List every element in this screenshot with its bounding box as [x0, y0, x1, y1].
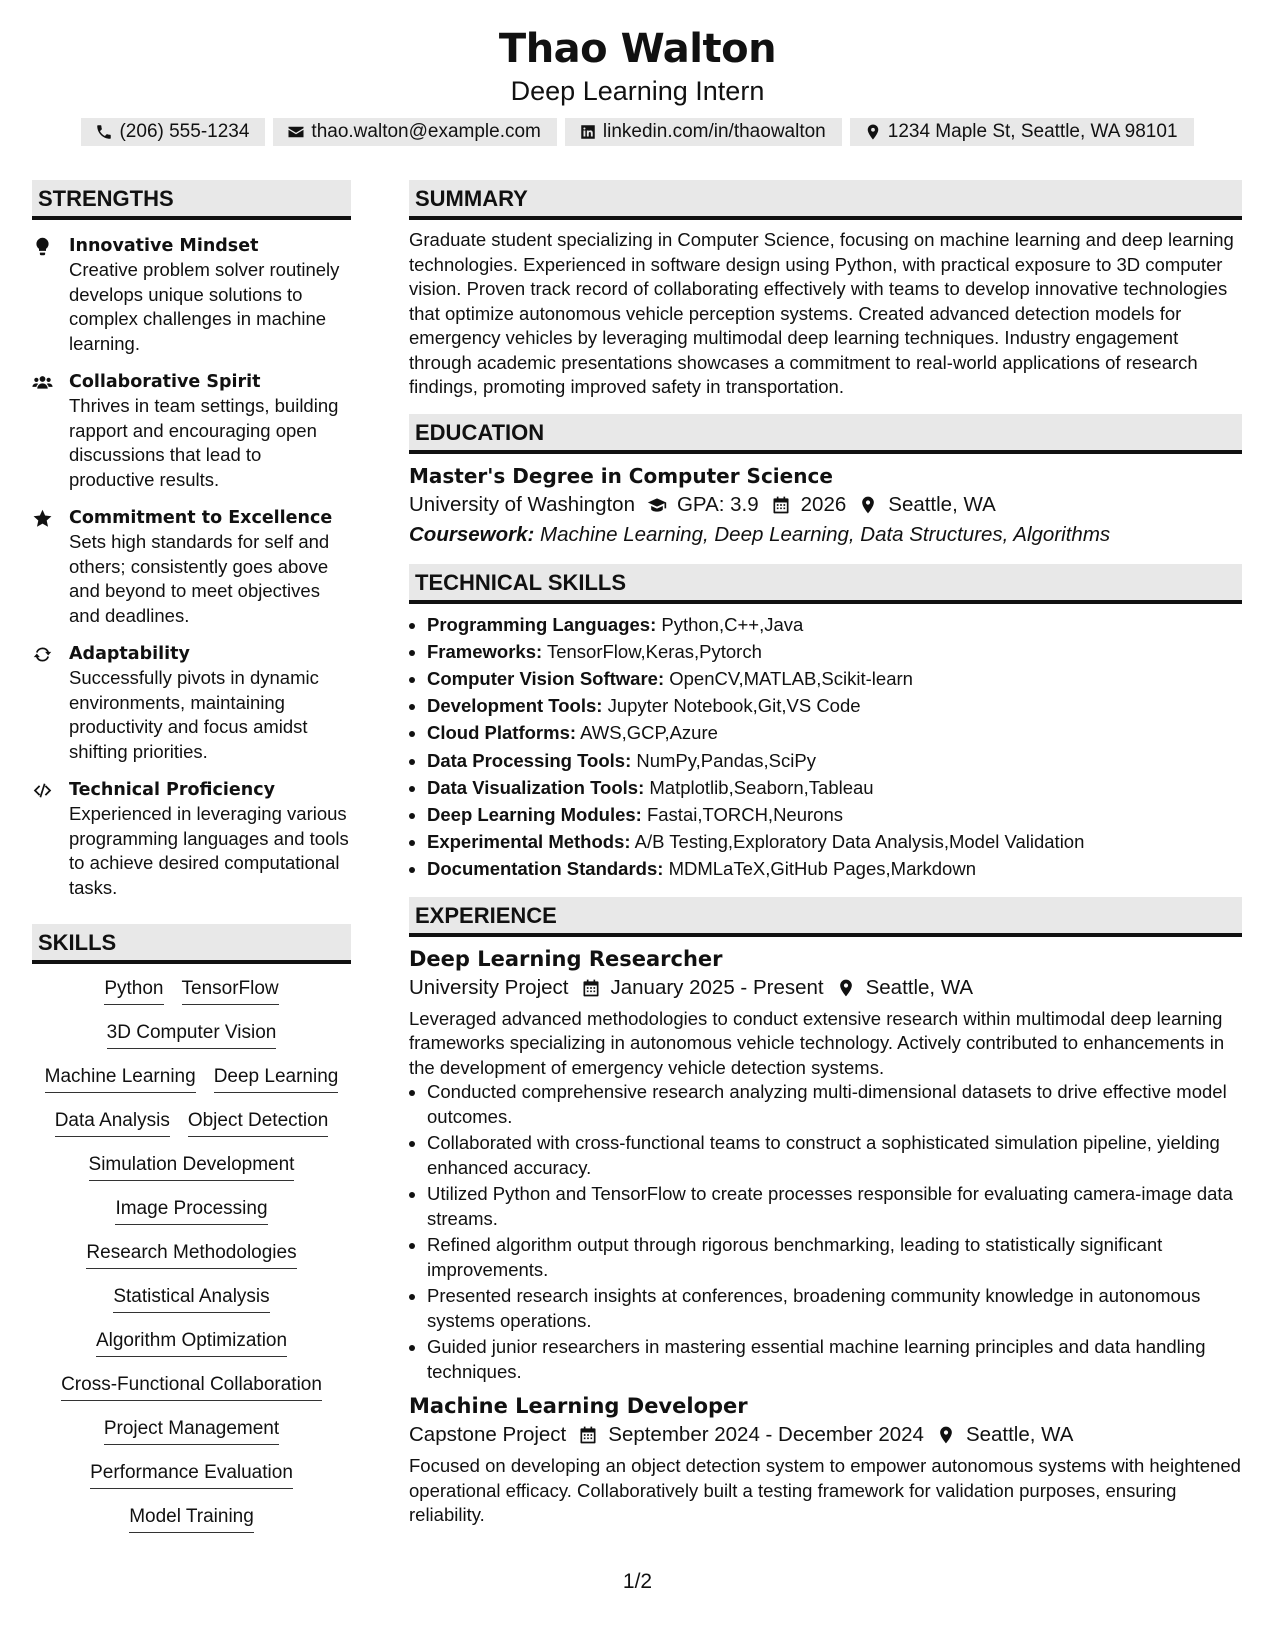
job-org: University Project: [409, 975, 569, 999]
strength-title: Adaptability: [69, 644, 190, 664]
list-item: • Conducted comprehensive research analyzing multi-dimensional datasets to drive effective model outcomes.: [427, 1080, 1242, 1129]
candidate-name: Thao Walton: [498, 26, 777, 72]
job-location: Seattle, WA: [965, 1423, 1074, 1447]
job-title: Machine Learning Developer: [409, 1394, 748, 1419]
contact-email[interactable]: [273, 118, 556, 146]
location-icon: [858, 495, 878, 515]
job-dates: January 2025 - Present: [610, 975, 824, 999]
strength-item: [32, 234, 351, 356]
list-item: • Deep Learning Modules: Fastai,TORCH,Neurons: [427, 801, 1242, 828]
contact-email-text: thao.walton@example.com: [311, 121, 541, 142]
strength-title: Technical Proficiency: [69, 780, 275, 800]
skill-tag: Machine Learning: [45, 1064, 196, 1093]
education-meta: [409, 490, 1242, 520]
skill-tag: 3D Computer Vision: [107, 1020, 277, 1049]
strength-item: [32, 370, 351, 492]
list-item: • Utilized Python and TensorFlow to create processes responsible for evaluating camera-image data streams.: [427, 1182, 1242, 1231]
contact-linkedin-text: linkedin.com/in/thaowalton: [602, 121, 826, 142]
coursework-label: Coursework:: [409, 522, 535, 546]
skills-list: [32, 976, 351, 1533]
calendar-icon: [581, 978, 601, 998]
job-description: Focused on developing an object detection system to empower autonomous systems with heightened operational efficacy. Collaboratively built a testing framework for validation purposes, ensuring reliability.: [409, 1455, 1241, 1526]
code-icon: [32, 780, 53, 801]
job-org: Capstone Project: [409, 1423, 567, 1447]
technical-skills-heading: TECHNICAL SKILLS: [409, 564, 1242, 604]
list-item: • Data Processing Tools: NumPy,Pandas,SciPy: [427, 747, 1242, 774]
strength-item: [32, 642, 351, 764]
list-item: • Cloud Platforms: AWS,GCP,Azure: [427, 719, 1242, 746]
skill-tag: Image Processing: [115, 1196, 267, 1225]
star-icon: [32, 508, 53, 529]
contact-bar: [0, 118, 1275, 146]
job-entry: [409, 945, 1242, 1385]
phone-icon: [95, 123, 113, 141]
job-location: Seattle, WA: [865, 975, 974, 999]
strength-title: Commitment to Excellence: [69, 508, 333, 528]
list-item: • Frameworks: TensorFlow,Keras,Pytorch: [427, 638, 1242, 665]
resume-header: [0, 22, 1275, 146]
list-item: • Guided junior researchers in mastering essential machine learning principles and data handling techniques.: [427, 1335, 1242, 1384]
page-number: 1/2: [622, 1570, 653, 1593]
strength-desc: Sets high standards for self and others; consistently goes above and beyond to meet objectives and deadlines.: [69, 531, 330, 626]
calendar-icon: [771, 495, 791, 515]
coursework-list: Machine Learning, Deep Learning, Data Structures, Algorithms: [540, 522, 1111, 546]
contact-location[interactable]: [850, 118, 1194, 146]
list-item: • Refined algorithm output through rigorous benchmarking, leading to statistically significant improvements.: [427, 1233, 1242, 1282]
skill-tag: Research Methodologies: [86, 1240, 296, 1269]
location-icon: [936, 1425, 956, 1445]
sync-icon: [32, 644, 53, 665]
strength-desc: Creative problem solver routinely develops unique solutions to complex challenges in machine learning.: [69, 259, 340, 354]
strength-desc: Thrives in team settings, building rapport and encouraging open discussions that lead to productive results.: [69, 395, 339, 490]
strength-desc: Successfully pivots in dynamic environments, maintaining productivity and focus amidst shifting priorities.: [69, 667, 319, 762]
skill-tag: Deep Learning: [214, 1064, 339, 1093]
technical-skills-list: [409, 611, 1242, 883]
lightbulb-icon: [32, 236, 53, 257]
strength-item: [32, 506, 351, 628]
skill-tag: Object Detection: [188, 1108, 328, 1137]
strength-desc: Experienced in leveraging various programming languages and tools to achieve desired computational tasks.: [69, 803, 349, 898]
skill-tag: Model Training: [129, 1504, 254, 1533]
list-item: • Experimental Methods: A/B Testing,Exploratory Data Analysis,Model Validation: [427, 828, 1242, 855]
candidate-title: Deep Learning Intern: [510, 76, 765, 106]
graduation-year: 2026: [800, 492, 847, 516]
job-dates: September 2024 - December 2024: [608, 1423, 924, 1447]
education-location: Seattle, WA: [888, 492, 996, 516]
location-icon: [836, 978, 856, 998]
strength-title: Collaborative Spirit: [69, 372, 261, 392]
strength-title: Innovative Mindset: [69, 236, 259, 256]
list-item: • Data Visualization Tools: Matplotlib,Seaborn,Tableau: [427, 774, 1242, 801]
right-column: [409, 180, 1242, 1528]
job-bullets: [409, 1080, 1242, 1384]
location-icon: [864, 123, 882, 141]
users-icon: [32, 372, 53, 393]
summary-heading: SUMMARY: [409, 180, 1242, 220]
experience-heading: EXPERIENCE: [409, 897, 1242, 937]
linkedin-icon: [579, 123, 597, 141]
list-item: • Programming Languages: Python,C++,Java: [427, 611, 1242, 638]
skill-tag: Algorithm Optimization: [96, 1328, 287, 1357]
degree-title: Master's Degree in Computer Science: [409, 463, 833, 488]
contact-phone-text: (206) 555-1234: [119, 121, 250, 142]
left-column: [32, 180, 351, 1533]
graduation-cap-icon: [647, 495, 667, 515]
skill-tag: Project Management: [104, 1416, 279, 1445]
coursework: [409, 520, 1242, 550]
calendar-icon: [578, 1425, 598, 1445]
list-item: • Computer Vision Software: OpenCV,MATLAB,Scikit-learn: [427, 665, 1242, 692]
list-item: • Presented research insights at conferences, broadening community knowledge in autonomous systems operations.: [427, 1284, 1242, 1333]
list-item: • Development Tools: Jupyter Notebook,Git,VS Code: [427, 692, 1242, 719]
job-description: Leveraged advanced methodologies to conduct extensive research within multimodal deep learning frameworks specializing in autonomous vehicle technology. Actively contributed to enhancements in the development of emergency vehicle detection systems.: [409, 1007, 1225, 1078]
education-heading: EDUCATION: [409, 414, 1242, 454]
list-item: • Documentation Standards: MDMLaTeX,GitHub Pages,Markdown: [427, 855, 1242, 882]
list-item: • Collaborated with cross-functional teams to construct a sophisticated simulation pipeline, yielding enhanced accuracy.: [427, 1131, 1242, 1180]
job-meta: [409, 1420, 1242, 1450]
skill-tag: TensorFlow: [182, 976, 279, 1005]
strength-item: [32, 778, 351, 900]
skill-tag: Statistical Analysis: [113, 1284, 269, 1313]
job-meta: [409, 973, 1242, 1003]
job-entry: [409, 1392, 1242, 1528]
skill-tag: Performance Evaluation: [90, 1460, 293, 1489]
summary-text: Graduate student specializing in Computer Science, focusing on machine learning and deep learning technologies. Experienced in software design using Python, with practical exposure to 3D computer vision. Proven track record of collaborating effectively with teams to develop innovative technologies that optimize autonomous vehicle perception systems. Created advanced detection models for emergency vehicles by leveraging multimodal deep learning techniques. Industry engagement through academic presentations showcases a commitment to real-world applications of research findings, promoting improved safety in transportation.: [409, 229, 1234, 397]
school-name: University of Washington: [409, 492, 635, 516]
gpa: GPA: 3.9: [676, 492, 759, 516]
strengths-list: [32, 234, 351, 900]
skill-tag: Python: [104, 976, 163, 1005]
contact-location-text: 1234 Maple St, Seattle, WA 98101: [887, 121, 1178, 142]
contact-linkedin[interactable]: [565, 118, 842, 146]
job-title: Deep Learning Researcher: [409, 946, 723, 971]
skills-heading: SKILLS: [32, 924, 351, 964]
contact-phone[interactable]: [81, 118, 265, 146]
strengths-heading: STRENGTHS: [32, 180, 351, 220]
email-icon: [287, 123, 305, 141]
skill-tag: Simulation Development: [89, 1152, 295, 1181]
skill-tag: Data Analysis: [55, 1108, 170, 1137]
skill-tag: Cross-Functional Collaboration: [61, 1372, 322, 1401]
